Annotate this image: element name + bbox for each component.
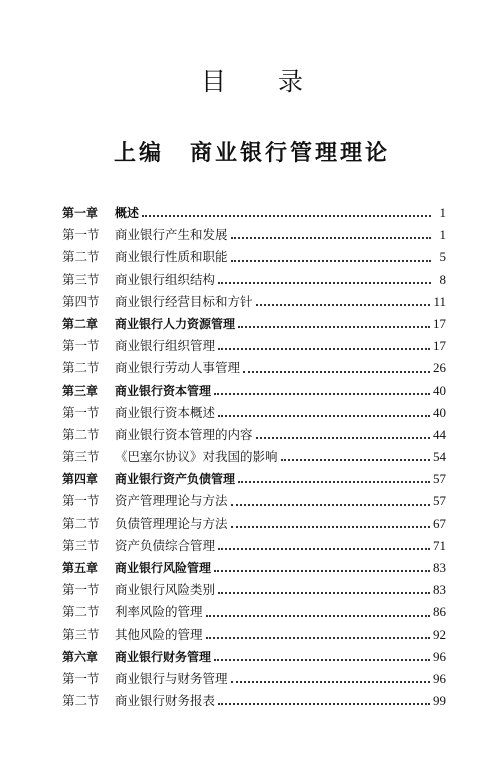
toc-page-number: 1 <box>439 205 446 220</box>
toc-dot-leader <box>231 681 430 683</box>
toc-entry-number: 第一节 <box>62 493 100 509</box>
toc-page-number: 5 <box>439 249 446 265</box>
toc-entry-title: 商业银行人力资源管理 <box>115 316 236 331</box>
toc-page-number: 96 <box>433 670 446 686</box>
toc-entry-number: 第一章 <box>62 206 99 220</box>
toc-entry-number: 第二节 <box>62 693 100 709</box>
toc-entry-title: 其他风险的管理 <box>115 626 203 642</box>
toc-entry-number: 第四章 <box>62 472 99 487</box>
toc-entry-title: 资产管理理论与方法 <box>115 493 228 509</box>
toc-page-number: 54 <box>433 449 446 465</box>
toc-entry-title: 《巴塞尔协议》对我国的影响 <box>115 449 278 465</box>
toc-entry-title: 商业银行风险类别 <box>115 582 216 598</box>
toc-entry-number: 第一节 <box>62 227 100 243</box>
toc-entry-number: 第一节 <box>62 670 100 686</box>
toc-page-number: 40 <box>433 382 446 398</box>
toc-entry-number: 第五章 <box>62 561 99 575</box>
toc-page-number: 96 <box>433 648 446 664</box>
toc-chapter-row[interactable] <box>62 468 446 490</box>
toc-page-number: 26 <box>433 360 446 376</box>
toc-entry-title: 商业银行与财务管理 <box>115 670 228 686</box>
toc-section-row[interactable] <box>62 424 446 446</box>
toc-section-row[interactable] <box>62 579 446 601</box>
toc-entry-number: 第四节 <box>62 293 100 309</box>
toc-entry-number: 第三节 <box>62 271 100 287</box>
toc-entry-title: 商业银行资产负债管理 <box>115 472 236 487</box>
toc-dot-leader <box>218 348 430 350</box>
toc-page-number: 44 <box>433 426 446 442</box>
toc-dot-leader <box>231 526 430 528</box>
toc-section-row[interactable] <box>62 624 446 646</box>
toc-page-number: 57 <box>433 471 446 487</box>
toc-page-number: 86 <box>433 604 446 620</box>
toc-dot-leader <box>214 659 430 661</box>
toc-section-row[interactable] <box>62 490 446 512</box>
toc-entry-number: 第二节 <box>62 360 100 376</box>
toc-section-row[interactable] <box>62 357 446 379</box>
toc-dot-leader <box>243 371 430 373</box>
toc-entry-title: 商业银行资本概述 <box>115 404 216 420</box>
toc-dot-leader <box>218 415 430 417</box>
toc-entry-number: 第二节 <box>62 249 100 265</box>
toc-entry-title: 商业银行性质和职能 <box>115 249 228 265</box>
toc-entry-title: 商业银行资本管理 <box>115 383 212 398</box>
toc-page-number: 67 <box>433 515 446 531</box>
toc-entry-title: 商业银行组织管理 <box>115 338 216 354</box>
toc-section-row[interactable] <box>62 269 446 291</box>
toc-entry-number: 第六章 <box>62 649 99 664</box>
toc-chapter-row[interactable] <box>62 313 446 335</box>
toc-entry-number: 第一节 <box>62 404 100 420</box>
toc-entry-title: 商业银行财务报表 <box>115 693 216 709</box>
toc-page-number: 83 <box>433 582 446 598</box>
toc-dot-leader <box>214 570 430 572</box>
toc-dot-leader <box>214 393 430 395</box>
toc-entry-title: 商业银行经营目标和方针 <box>115 293 253 309</box>
toc-entry-title: 商业银行资本管理的内容 <box>115 426 253 442</box>
toc-entry-number: 第二节 <box>62 426 100 442</box>
toc-dot-leader <box>256 304 431 306</box>
toc-page-number: 71 <box>433 537 446 553</box>
toc-entry-title: 商业银行风险管理 <box>115 561 212 575</box>
toc-page-number: 17 <box>433 338 446 354</box>
toc-dot-leader <box>238 326 430 328</box>
toc-dot-leader <box>218 703 430 705</box>
toc-page-number: 8 <box>439 271 446 287</box>
toc-entry-number: 第二章 <box>62 316 99 331</box>
toc-page-number: 83 <box>433 560 446 575</box>
toc-dot-leader <box>281 459 430 461</box>
toc-dot-leader <box>231 237 431 239</box>
toc-section-row[interactable] <box>62 668 446 690</box>
toc-entry-number: 第三节 <box>62 626 100 642</box>
toc-page-number: 17 <box>433 315 446 331</box>
toc-dot-leader <box>206 637 430 639</box>
toc-dot-leader <box>231 260 431 262</box>
toc-section-row[interactable] <box>62 513 446 535</box>
toc-page-number: 99 <box>433 693 446 709</box>
part-label: 上编 <box>113 141 164 166</box>
toc-entry-title: 商业银行财务管理 <box>115 649 212 664</box>
toc-dot-leader <box>256 437 430 439</box>
toc-entry-title: 利率风险的管理 <box>115 604 203 620</box>
toc-dot-leader <box>238 481 430 483</box>
toc-page-number: 92 <box>433 626 446 642</box>
toc-section-row[interactable] <box>62 402 446 424</box>
part-heading <box>0 140 504 168</box>
toc-page-number: 11 <box>433 293 446 309</box>
toc-page-number: 57 <box>433 493 446 509</box>
toc-chapter-row[interactable] <box>62 380 446 402</box>
toc-dot-leader <box>206 615 430 617</box>
toc-section-row[interactable] <box>62 246 446 268</box>
toc-entry-title: 负债管理理论与方法 <box>115 515 228 531</box>
part-name: 商业银行管理理论 <box>190 141 391 166</box>
toc-dot-leader <box>231 504 430 506</box>
toc-dot-leader <box>142 215 431 217</box>
toc-entry-number: 第三章 <box>62 383 99 398</box>
toc-dot-leader <box>218 282 431 284</box>
toc-entry-title: 资产负债综合管理 <box>115 537 216 553</box>
toc-entry-title: 商业银行劳动人事管理 <box>115 360 241 376</box>
toc-entry-number: 第一节 <box>62 338 100 354</box>
toc-page-number: 1 <box>439 227 446 243</box>
toc-entry-title: 商业银行产生和发展 <box>115 227 228 243</box>
toc-entry-title: 商业银行组织结构 <box>115 271 216 287</box>
toc-entry-title: 概述 <box>115 206 140 220</box>
toc-entry-number: 第一节 <box>62 582 100 598</box>
toc-dot-leader <box>218 548 430 550</box>
toc-page-number: 40 <box>433 404 446 420</box>
toc-entry-number: 第二节 <box>62 604 100 620</box>
toc-section-row[interactable] <box>62 291 446 313</box>
toc-section-row[interactable] <box>62 690 446 712</box>
toc-chapter-row[interactable] <box>62 557 446 579</box>
toc-entry-number: 第二节 <box>62 515 100 531</box>
page-title: 目录 <box>200 67 355 96</box>
toc-chapter-row[interactable] <box>62 202 446 224</box>
toc-section-row[interactable] <box>62 224 446 246</box>
toc-dot-leader <box>218 592 430 594</box>
toc-entry-number: 第三节 <box>62 449 100 465</box>
table-of-contents <box>62 202 446 712</box>
toc-section-row[interactable] <box>62 335 446 357</box>
toc-section-row[interactable] <box>62 535 446 557</box>
toc-section-row[interactable] <box>62 446 446 468</box>
toc-entry-number: 第三节 <box>62 537 100 553</box>
toc-chapter-row[interactable] <box>62 646 446 668</box>
toc-section-row[interactable] <box>62 601 446 623</box>
